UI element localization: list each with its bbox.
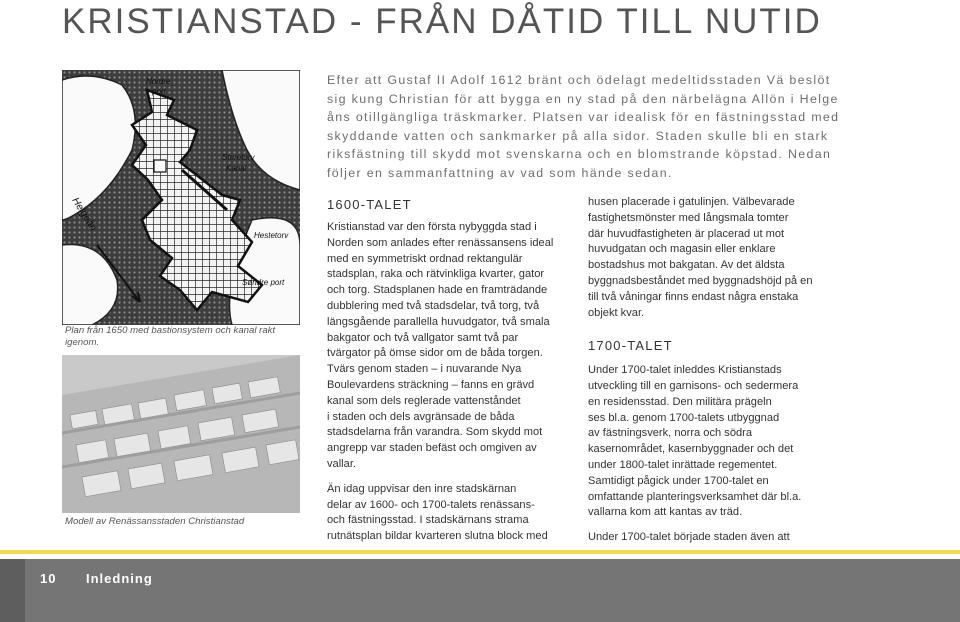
text-line: fastighetsmönster med långsmala tomter: [588, 211, 789, 224]
text-line: bostadshus mot bakgatan. Av det äldsta: [588, 259, 785, 272]
text-line: Under 1700-talet började staden även att: [588, 531, 790, 544]
text-line: rutnätsplan bildar kvarteren slutna block med: [327, 530, 548, 543]
map-label-port: port: [152, 87, 166, 96]
page-title: KRISTIANSTAD - FRÅN DÅTID TILL NUTID: [62, 2, 822, 41]
text-line: vallar.: [327, 457, 356, 470]
intro-line: skyddande vatten och sankmarker på alla sidor. Staden skulle bli en stark: [327, 128, 829, 143]
text-line: under 1800-talet inrättade regementet.: [588, 458, 778, 471]
text-line: stadsdelarna från varandra. Som skydd mot: [327, 426, 543, 439]
text-line: en residensstad. Den militära prägeln: [588, 395, 772, 408]
intro-line: följer en sammanfattning av vad som hände sedan.: [327, 165, 673, 180]
text-line: vallarna kom att kantas av träd.: [588, 506, 743, 519]
text-line: huvudgatan och magasin eller enklare: [588, 243, 776, 256]
text-line: delar av 1600- och 1700-talets renässans-: [327, 498, 535, 511]
text-line: med en symmetriskt ordnad rektangulär: [327, 252, 523, 265]
section-heading-1700: 1700-TALET: [588, 338, 673, 354]
paragraph: [327, 482, 572, 545]
text-line: tvärgator på ömse sidor om de båda torgen.: [327, 347, 543, 360]
intro-line: riksfästning till skydd mot svenskarna och en blomstrande köpstad. Nedan: [327, 147, 832, 162]
paragraph: [588, 195, 833, 321]
map-label-storetorv: Storetorv: [222, 153, 255, 162]
map-label-helgean: Helgeån: [69, 195, 99, 234]
text-line: till två våningar finns endast några enstaka: [588, 290, 799, 303]
footer-band: [0, 559, 960, 622]
historical-map-drawing: [62, 70, 300, 325]
text-line: av fästningsverk, norra och södra: [588, 427, 753, 440]
column-1700: [588, 195, 833, 546]
paragraph: [327, 220, 572, 473]
text-line: kasernområdet, kasernbyggnader och det: [588, 443, 794, 456]
map-caption: Plan från 1650 med bastionsystem och kanal rakt igenom.: [65, 325, 276, 348]
text-line: Kristianstad var den första nybyggda stad i: [327, 221, 537, 233]
page-number: 10: [40, 571, 57, 586]
text-line: stadsplan, raka och rätvinkliga kvarter, gator: [327, 268, 545, 281]
text-line: i staden och dels avgränsade de båda: [327, 410, 515, 423]
text-line: objekt kvar.: [588, 306, 645, 319]
footer-accent-line: [0, 550, 960, 554]
text-line: omfattande planteringsverksamhet där bl.a.: [588, 490, 802, 503]
paragraph: [588, 530, 833, 546]
footer-section-name: Inledning: [86, 571, 153, 586]
model-caption: Modell av Renässansstaden Christianstad: [65, 516, 245, 527]
map-label-kanal: Kanal: [226, 164, 247, 173]
text-line: ses bl.a. genom 1700-talets utbyggnad: [588, 411, 780, 424]
text-line: Samtidigt pågick under 1700-talet en: [588, 474, 769, 487]
text-line: angrepp var staden befäst och omgiven av: [327, 442, 537, 455]
text-line: och fästningsstad. I stadskärnans strama: [327, 514, 529, 527]
text-line: längsgående parallella huvudgator, två smala: [327, 315, 550, 328]
section-heading-1600: 1600-TALET: [327, 197, 412, 212]
map-label-hestetorv: Hestetorv: [254, 231, 289, 240]
intro-text: [327, 71, 840, 183]
text-line: husen placerade i gatulinjen. Välbevarade: [588, 196, 795, 208]
square-marker: [154, 160, 166, 172]
paragraph: [588, 363, 833, 521]
map-label-sondre-port: Søndre port: [242, 278, 285, 287]
intro-line: Efter att Gustaf II Adolf 1612 bränt och ödelagt medeltidsstaden Vä beslöt: [327, 73, 831, 87]
text-line: Norden som anlades efter renässansens ideal: [327, 236, 554, 249]
text-line: Boulevardens sträckning – fanns en grävd: [327, 378, 535, 391]
map-label-nordre: Nordre: [146, 77, 171, 86]
text-line: bakgator och två vallgator samt två par: [327, 331, 519, 344]
text-line: dubblering med två stadsdelar, två torg, två: [327, 299, 540, 312]
column-1600: [327, 197, 572, 545]
text-line: Under 1700-talet inleddes Kristianstads: [588, 364, 782, 377]
text-line: Tvärs genom staden – i nuvarande Nya: [327, 363, 522, 376]
text-line: utveckling till en garnisons- och sedermera: [588, 379, 799, 392]
footer-side-bar: [0, 559, 25, 622]
model-photo-drawing: [62, 355, 300, 513]
text-line: byggnadsbeståndet med byggnadshöjd på en: [588, 274, 813, 287]
text-line: och torg. Stadsplanen hade en framträdande: [327, 284, 548, 297]
intro-line: åns otillgängliga träskmarker. Platsen var idealisk för en fästningsstad med: [327, 110, 840, 125]
model-photo: [62, 355, 300, 513]
historical-map: [62, 70, 300, 325]
text-line: Än idag uppvisar den inre stadskärnan: [327, 482, 517, 495]
intro-line: sig kung Christian för att bygga en ny stad på den närbelägna Allön i Helge: [327, 91, 839, 106]
text-line: där huvudfastigheten är placerad ut mot: [588, 227, 785, 240]
text-line: kanal som dels reglerade vattenståndet: [327, 394, 521, 407]
